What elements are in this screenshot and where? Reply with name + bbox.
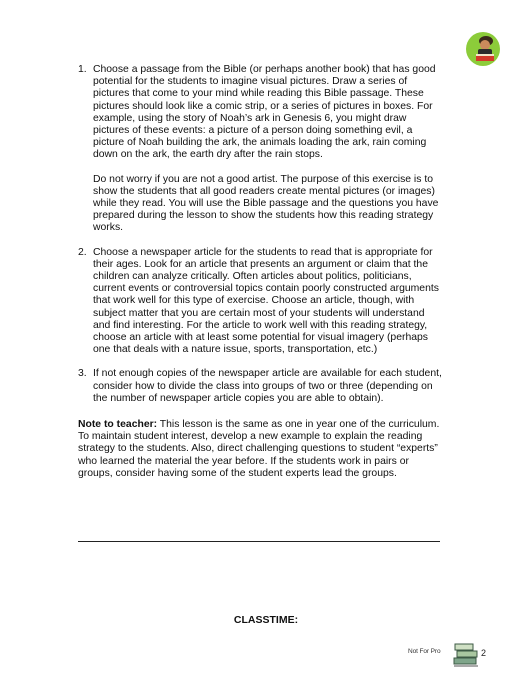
footer-stamp: Not For Pro xyxy=(408,648,441,655)
teacher-note-text: This lesson is the same as one in year one of the curriculum. To maintain student interest, develop a new example to explain the reading strategy to the students. Also, direct challenging questions to student “experts” who learned the material the year before. If the students work in pairs or groups, consider having some of the student experts lead the groups. xyxy=(78,419,440,479)
section-divider xyxy=(78,541,440,542)
preparation-steps xyxy=(78,64,444,405)
step-number: 3. xyxy=(78,368,87,380)
step-number: 1. xyxy=(78,64,87,75)
student-reading-icon xyxy=(464,28,504,68)
step-paragraph: Do not worry if you are not a good artist. The purpose of this exercise is to show the students that all good readers create mental pictures (or images) while they read. You will use the Bible passage and the questions you have prepared during the lesson to show the students how this reading strategy works. xyxy=(93,173,439,234)
section-heading: CLASSTIME: xyxy=(233,614,299,626)
teacher-note xyxy=(78,419,444,480)
step-paragraph: Choose a newspaper article for the students to read that is appropriate for their ages. Look for an article that presents an argument or claim that the children can analyze critically. Often articles about politics, politicians, current events or controversial topics contain poorly constructed arguments that work well for this type of exercise. Choose an article, though, with subject matter that you are certain most of your students will understand and find interesting. For the article to work well with this reading strategy, choose an article with at least some potential for visual imagery (perhaps one that deals with a nature issue, sports, transportation, etc.) xyxy=(93,246,439,356)
step-item xyxy=(78,368,444,405)
step-paragraph: If not enough copies of the newspaper article are available for each student, consider how to divide the class into groups of two or three (depending on the number of newspaper article copies you are able to obtain). xyxy=(93,368,442,404)
teacher-note-label: Note to teacher: xyxy=(78,419,158,431)
step-item xyxy=(78,247,444,357)
page-footer xyxy=(408,636,508,676)
step-number: 2. xyxy=(78,246,87,258)
page-number: 2 xyxy=(481,648,487,658)
lesson-body xyxy=(78,64,444,490)
step-paragraph: Choose a passage from the Bible (or perhaps another book) that has good potential for the students to imagine visual pictures. Draw a series of pictures that come to your mind while reading this Bible passage. These pictures should look like a comic strip, or a series of pictures in boxes. For example, using the story of Noah’s ark in Genesis 6, you might draw pictures of these events: a picture of a person doing something evil, a picture of Noah building the ark, the animals loading the ark, rain coming down on the ark, the earth dry after the rain stops. xyxy=(93,64,436,161)
step-item xyxy=(78,64,444,235)
